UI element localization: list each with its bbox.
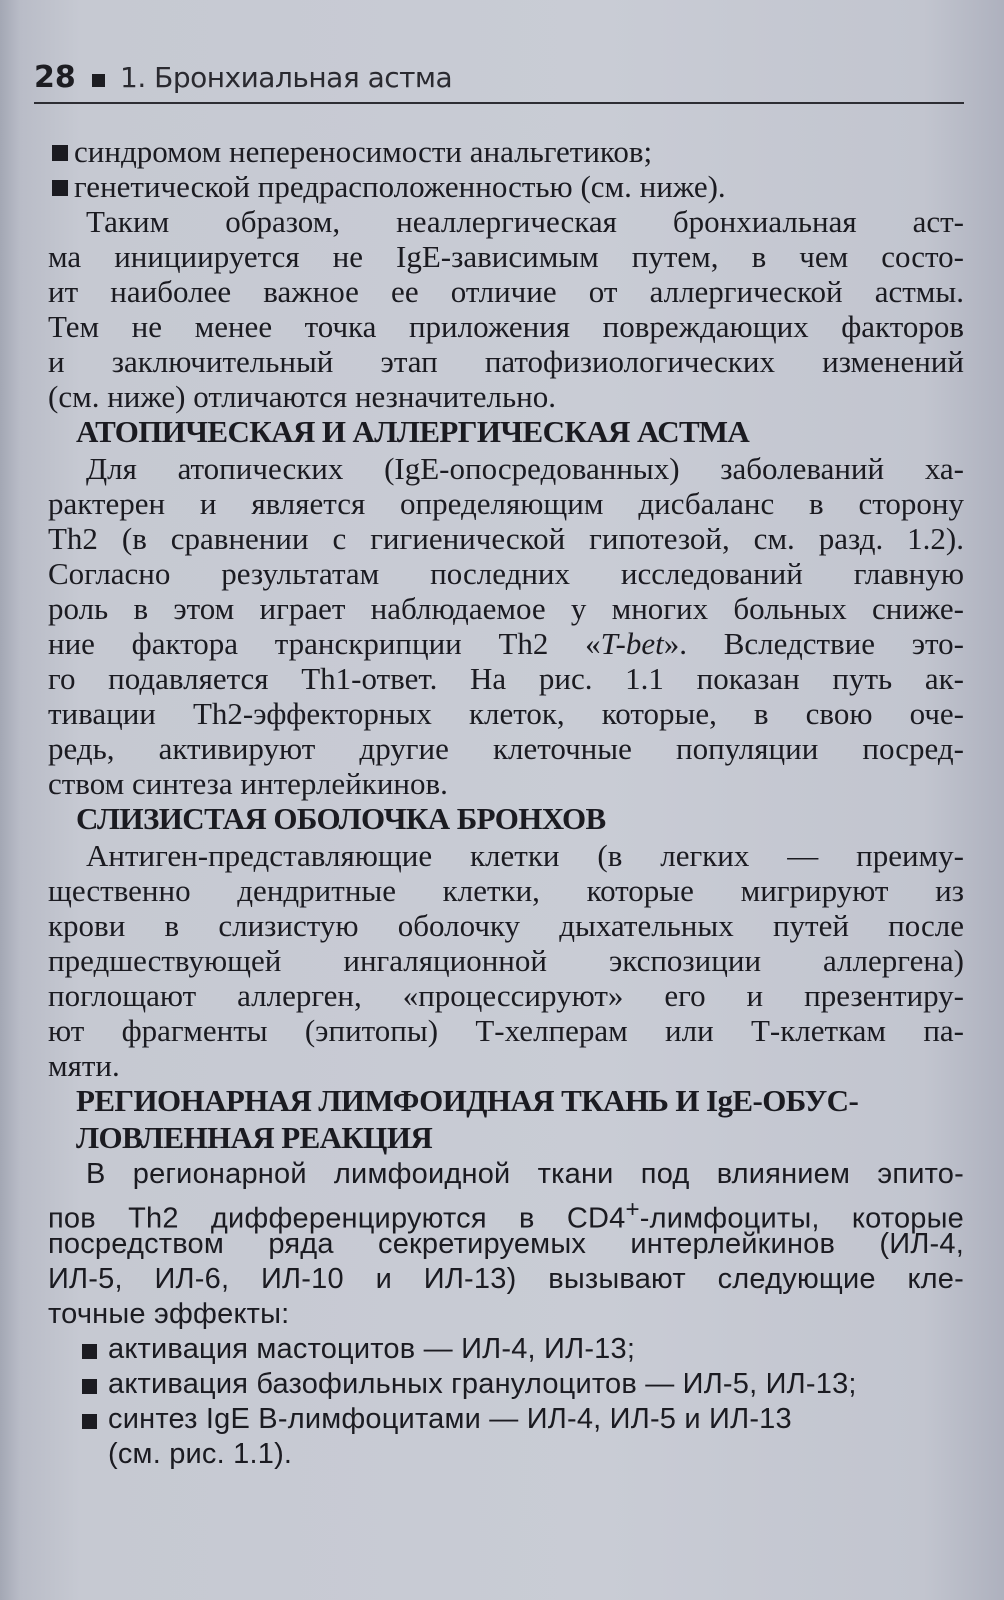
superscript-plus: + xyxy=(625,1196,640,1223)
bullet-item: синтез IgE В-лимфоцитами — ИЛ-4, ИЛ-5 и ИЛ-13 xyxy=(48,1402,964,1437)
text-line: тивации Th2-эффекторных клеток, которые, в свою оче- xyxy=(48,696,964,731)
sans-serif-block xyxy=(48,1157,964,1472)
text-line: ма инициируется не IgE-зависимым путем, в чем состо- xyxy=(48,239,964,274)
bullet-item: генетической предрасположенностью (см. ниже). xyxy=(48,169,964,204)
text-line: ством синтеза интерлейкинов. xyxy=(48,766,448,801)
text-line: Тем не менее точка приложения повреждающих факторов xyxy=(48,309,964,344)
text-line: мяти. xyxy=(48,1048,120,1083)
text-line: Антиген-представляющие клетки (в легких — преиму- xyxy=(86,838,964,873)
section-heading-continued: ЛОВЛЕННАЯ РЕАКЦИЯ xyxy=(76,1120,433,1155)
text-line: предшествующей ингаляционной экспозиции аллергена) xyxy=(48,943,964,978)
text-line: рактерен и является определяющим дисбаланс в сторону xyxy=(48,486,964,521)
text-line: точные эффекты: xyxy=(48,1298,290,1330)
text-line: (см. ниже) отличаются незначительно. xyxy=(48,379,556,414)
text-line: ют фрагменты (эпитопы) Т-хелперам или Т-клеткам па- xyxy=(48,1013,964,1048)
header-bullet-icon xyxy=(92,74,105,87)
text-line: Таким образом, неаллергическая бронхиальная аст- xyxy=(86,204,964,239)
section-heading: АТОПИЧЕСКАЯ И АЛЛЕРГИЧЕСКАЯ АСТМА xyxy=(76,414,750,449)
section-heading: РЕГИОНАРНАЯ ЛИМФОИДНАЯ ТКАНЬ И IgE-ОБУС- xyxy=(76,1083,859,1118)
text-line: ит наиболее важное ее отличие от аллергической астмы. xyxy=(48,274,964,309)
text-line: В регионарной лимфоидной ткани под влиянием эпито- xyxy=(86,1158,964,1190)
text-line: го подавляется Th1-ответ. На рис. 1.1 показан путь ак- xyxy=(48,661,964,696)
text-line: посредством ряда секретируемых интерлейкинов (ИЛ-4, xyxy=(48,1228,964,1260)
text-line: редь, активируют другие клеточные популяции посред- xyxy=(48,731,964,766)
bullet-item: активация базофильных гранулоцитов — ИЛ-5, ИЛ-13; xyxy=(48,1367,964,1402)
text-line: роль в этом играет наблюдаемое у многих больных сниже- xyxy=(48,591,964,626)
chapter-title: 1. Бронхиальная астма xyxy=(120,61,453,94)
text-line xyxy=(48,626,964,661)
bullet-item: синдромом непереносимости анальгетиков; xyxy=(48,134,964,169)
text-line: и заключительный этап патофизиологических изменений xyxy=(48,344,964,379)
text-fragment: ние фактора транскрипции Th2 « xyxy=(48,626,601,661)
text-line: ИЛ-5, ИЛ-6, ИЛ-10 и ИЛ-13) вызывают следующие кле- xyxy=(48,1263,964,1295)
text-line: Для атопических (IgE-опосредованных) заболеваний ха- xyxy=(86,451,964,486)
text-line: щественно дендритные клетки, которые мигрируют из xyxy=(48,873,964,908)
text-line: Th2 (в сравнении с гигиенической гипотезой, см. разд. 1.2). xyxy=(48,521,964,556)
text-line: крови в слизистую оболочку дыхательных путей после xyxy=(48,908,964,943)
page-body xyxy=(48,134,964,1472)
text-line: Согласно результатам последних исследований главную xyxy=(48,556,964,591)
page-number: 28 xyxy=(34,60,76,95)
running-header xyxy=(34,56,964,104)
text-fragment: пов Th2 дифференцируются в CD4 xyxy=(48,1202,626,1235)
bullet-item: активация мастоцитов — ИЛ-4, ИЛ-13; xyxy=(48,1332,964,1367)
text-line xyxy=(48,1192,964,1235)
gene-name: T-bet xyxy=(600,626,664,661)
section-heading: СЛИЗИСТАЯ ОБОЛОЧКА БРОНХОВ xyxy=(76,801,606,836)
text-fragment: -лимфоциты, которые xyxy=(639,1202,964,1235)
bullet-continuation: (см. рис. 1.1). xyxy=(108,1438,293,1470)
text-line: поглощают аллерген, «процессируют» его и презентиру- xyxy=(48,978,964,1013)
text-fragment: ». Вследствие это- xyxy=(663,626,964,661)
